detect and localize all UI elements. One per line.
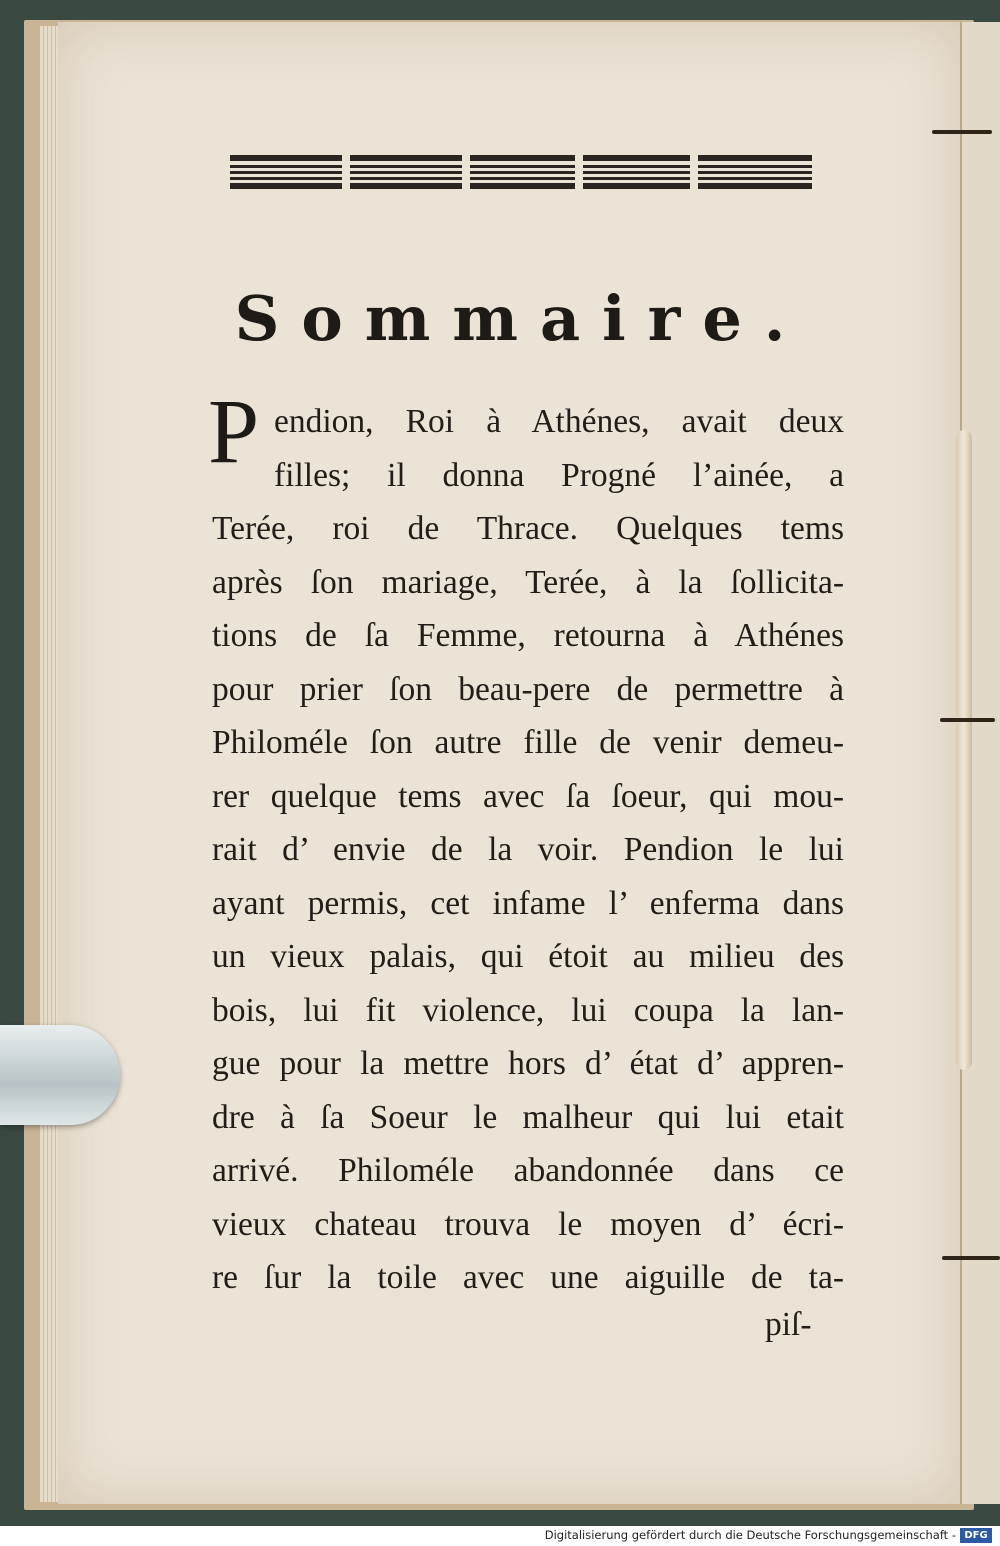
- page-title: Sommaire.: [234, 282, 808, 355]
- binding-stitch: [932, 130, 992, 134]
- text-line: endion, Roi à Athénes, avait deux: [274, 403, 844, 440]
- text-line: tions de ſa Femme, retourna à Athénes: [212, 617, 844, 654]
- text-line: vieux chateau trouva le moyen d’ écri-: [212, 1205, 844, 1243]
- text-line: ayant permis, cet infame l’ enferma dans: [212, 884, 844, 922]
- text-line: Terée, roi de Thrace. Quelques tems: [212, 510, 844, 547]
- header-ornament: [230, 155, 812, 189]
- text-line: bois, lui fit violence, lui coupa la lan-: [212, 991, 844, 1029]
- text-line: re ſur la toile avec une aiguille de ta-: [212, 1259, 844, 1296]
- text-line: dre à ſa Soeur le malheur qui lui etait: [212, 1098, 844, 1136]
- drop-cap: P: [208, 380, 260, 482]
- funding-credit: Digitalisierung gefördert durch die Deutsche Forschungsgemeinschaft -: [544, 1528, 956, 1542]
- text-line: après ſon mariage, Terée, à la ſollicita-: [212, 563, 844, 601]
- text-line: rait d’ envie de la voir. Pendion le lui: [212, 831, 844, 868]
- text-line: gue pour la mettre hors d’ état d’ appren-: [212, 1045, 844, 1082]
- dfg-logo: DFG: [960, 1528, 992, 1543]
- text-line: pour prier ſon beau-pere de permettre à: [212, 670, 844, 708]
- binding-strip: [956, 430, 972, 1070]
- page-holder-clip: [0, 1025, 120, 1125]
- binding-stitch: [942, 1256, 1000, 1260]
- footer-bar: [0, 1526, 1000, 1546]
- text-line: un vieux palais, qui étoit au milieu des: [212, 938, 844, 975]
- binding-stitch: [940, 718, 995, 722]
- catchword: piſ-: [765, 1306, 812, 1343]
- text-line: filles; il donna Progné l’ainée, a: [274, 456, 844, 494]
- text-line: rer quelque tems avec ſa ſoeur, qui mou-: [212, 777, 844, 815]
- body-text: [208, 380, 844, 1305]
- text-line: arrivé. Philoméle abandonnée dans ce: [212, 1152, 844, 1189]
- text-line: Philoméle ſon autre fille de venir demeu-: [212, 724, 844, 761]
